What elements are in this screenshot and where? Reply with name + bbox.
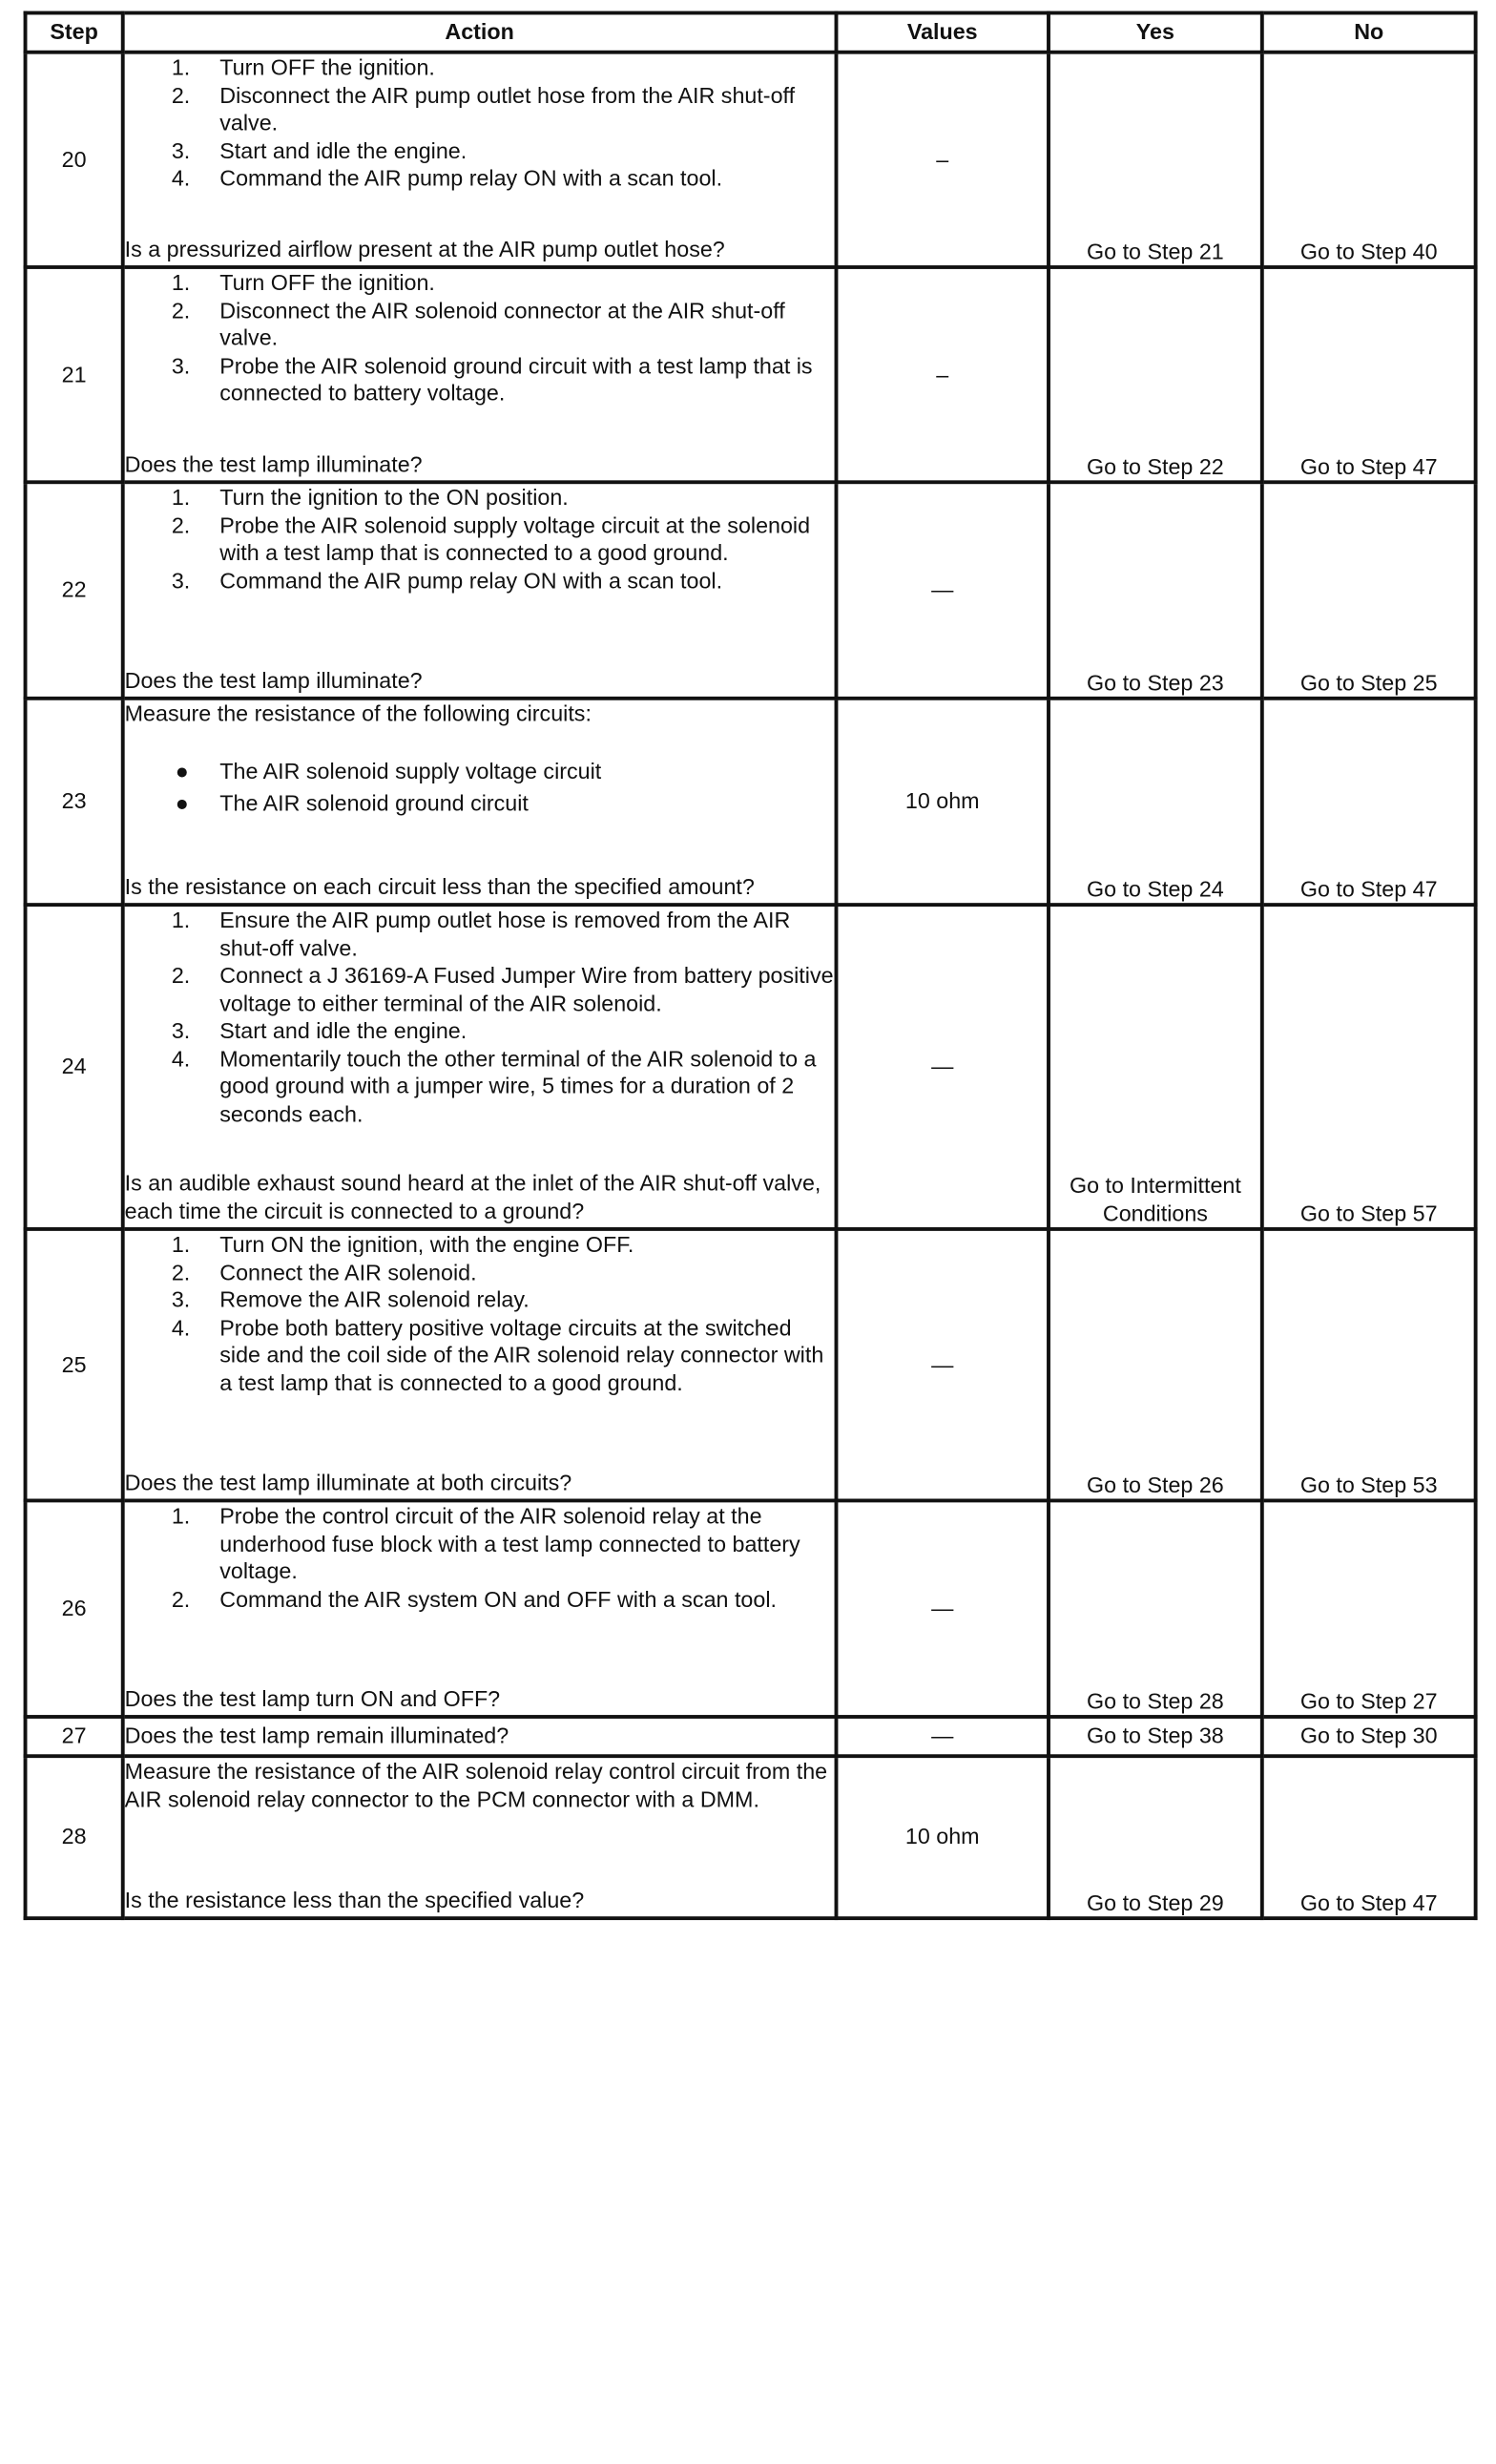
list-item: 2. Probe the AIR solenoid supply voltage circuit at the solenoid with a test lamp that is connected to a good ground. — [171, 512, 811, 566]
header-action: Action — [123, 13, 837, 52]
question: Does the test lamp illuminate? — [124, 451, 423, 476]
table-row — [26, 52, 1476, 267]
list-item: 3. Remove the AIR solenoid relay. — [171, 1287, 530, 1312]
list-item: 4. Command the AIR pump relay ON with a scan tool. — [171, 165, 723, 191]
no-cell: Go to Step 47 — [1262, 1756, 1476, 1918]
value-cell: — — [836, 905, 1049, 1229]
step-number: 21 — [26, 267, 123, 482]
list-item: 2. Disconnect the AIR pump outlet hose from the AIR shut-off valve. — [171, 82, 796, 136]
diagnostic-table — [24, 11, 1478, 1920]
list-item: 1. Probe the control circuit of the AIR solenoid relay at the underhood fuse block with a test lamp connected to battery voltage. — [171, 1503, 800, 1584]
no-cell: Go to Step 53 — [1262, 1229, 1476, 1500]
step-number: 27 — [26, 1717, 123, 1756]
question: Is a pressurized airflow present at the AIR pump outlet hose? — [124, 236, 725, 261]
list-item: 3. Probe the AIR solenoid ground circuit with a test lamp that is connected to battery voltage. — [171, 353, 813, 406]
intro-text: Measure the resistance of the following circuits: — [124, 701, 592, 726]
value-cell: — — [836, 482, 1049, 699]
list-item: 2. Disconnect the AIR solenoid connector at the AIR shut-off valve. — [171, 298, 785, 350]
yes-cell: Go to Step 24 — [1049, 699, 1262, 905]
step-number: 25 — [26, 1229, 123, 1500]
list-item: 1. Ensure the AIR pump outlet hose is removed from the AIR shut-off valve. — [171, 908, 791, 961]
question: Is the resistance on each circuit less than the specified amount? — [124, 873, 755, 899]
header-no: No — [1262, 13, 1476, 52]
step-number: 22 — [26, 482, 123, 699]
step-number: 28 — [26, 1756, 123, 1918]
list-item: 1. Turn OFF the ignition. — [171, 270, 435, 295]
value-cell: – — [836, 267, 1049, 482]
list-item: 1. Turn the ignition to the ON position. — [171, 485, 569, 511]
step-number: 20 — [26, 52, 123, 267]
action-steps — [125, 54, 835, 193]
no-cell: Go to Step 30 — [1262, 1717, 1476, 1756]
question: Does the test lamp turn ON and OFF? — [124, 1685, 501, 1711]
yes-cell: Go to Intermittent Conditions — [1049, 905, 1262, 1229]
action-cell — [123, 1500, 837, 1717]
yes-cell: Go to Step 38 — [1049, 1717, 1262, 1756]
list-item: ● The AIR solenoid supply voltage circuit — [125, 755, 835, 786]
action-cell — [123, 1229, 837, 1500]
step-number: 23 — [26, 699, 123, 905]
table-row — [26, 1229, 1476, 1500]
header-yes: Yes — [1049, 13, 1262, 52]
list-item: 2. Connect a J 36169-A Fused Jumper Wire from battery positive voltage to either terminal of the AIR solenoid. — [171, 963, 834, 1015]
action-cell — [123, 267, 837, 482]
list-item: 3. Start and idle the engine. — [171, 1018, 468, 1043]
table-row — [26, 1756, 1476, 1918]
list-item: 4. Momentarily touch the other terminal of the AIR solenoid to a good ground with a jumper wire, 5 times for a duration of 2 seconds each. — [171, 1046, 817, 1126]
no-cell: Go to Step 47 — [1262, 267, 1476, 482]
circuit-list — [125, 755, 835, 819]
action-steps — [125, 1231, 835, 1397]
table-row — [26, 1500, 1476, 1717]
question: Does the test lamp remain illuminated? — [124, 1723, 509, 1749]
yes-cell: Go to Step 22 — [1049, 267, 1262, 482]
yes-cell: Go to Step 28 — [1049, 1500, 1262, 1717]
no-cell: Go to Step 27 — [1262, 1500, 1476, 1717]
header-row — [26, 13, 1476, 52]
action-cell — [123, 699, 837, 905]
action-steps — [125, 907, 835, 1128]
yes-cell: Go to Step 21 — [1049, 52, 1262, 267]
table-row — [26, 267, 1476, 482]
table-row — [26, 905, 1476, 1229]
no-cell: Go to Step 25 — [1262, 482, 1476, 699]
list-item: 2. Command the AIR system ON and OFF with a scan tool. — [171, 1586, 777, 1612]
bullet-icon: ● — [175, 758, 189, 783]
no-cell: Go to Step 57 — [1262, 905, 1476, 1229]
value-cell: 10 ohm — [836, 1756, 1049, 1918]
value-cell: — — [836, 1229, 1049, 1500]
value-cell: 10 ohm — [836, 699, 1049, 905]
action-cell — [123, 1717, 837, 1756]
table-row — [26, 1717, 1476, 1756]
list-item: 1. Turn OFF the ignition. — [171, 54, 435, 80]
question: Is the resistance less than the specified value? — [124, 1887, 585, 1912]
action-cell — [123, 52, 837, 267]
header-step: Step — [26, 13, 123, 52]
action-cell — [123, 482, 837, 699]
value-cell: — — [836, 1717, 1049, 1756]
value-cell: — — [836, 1500, 1049, 1717]
table-row — [26, 699, 1476, 905]
bullet-icon: ● — [175, 790, 189, 816]
no-cell: Go to Step 40 — [1262, 52, 1476, 267]
intro-text: Measure the resistance of the AIR solenoid relay control circuit from the AIR solenoid relay connector to the PCM connector with a DMM. — [124, 1759, 828, 1812]
yes-cell: Go to Step 23 — [1049, 482, 1262, 699]
step-number: 24 — [26, 905, 123, 1229]
list-item: 2. Connect the AIR solenoid. — [171, 1260, 477, 1284]
action-steps — [125, 269, 835, 407]
question: Does the test lamp illuminate at both circuits? — [124, 1470, 572, 1495]
value-cell: – — [836, 52, 1049, 267]
header-values: Values — [836, 13, 1049, 52]
yes-cell: Go to Step 29 — [1049, 1756, 1262, 1918]
action-steps — [125, 1502, 835, 1613]
list-item: 1. Turn ON the ignition, with the engine OFF. — [171, 1232, 634, 1257]
step-number: 26 — [26, 1500, 123, 1717]
table-row — [26, 482, 1476, 699]
yes-cell: Go to Step 26 — [1049, 1229, 1262, 1500]
list-item: 3. Command the AIR pump relay ON with a scan tool. — [171, 568, 723, 594]
list-item: 4. Probe both battery positive voltage circuits at the switched side and the coil side of the AIR solenoid relay connector with a test lamp that is connected to a good ground. — [171, 1315, 824, 1395]
question: Is an audible exhaust sound heard at the inlet of the AIR shut-off valve, each time the circuit is connected to a ground? — [124, 1170, 821, 1223]
list-item: ● The AIR solenoid ground circuit — [125, 787, 835, 819]
list-item: 3. Start and idle the engine. — [171, 137, 468, 163]
action-cell — [123, 905, 837, 1229]
question: Does the test lamp illuminate? — [124, 667, 423, 693]
action-steps — [125, 484, 835, 595]
action-cell — [123, 1756, 837, 1918]
no-cell: Go to Step 47 — [1262, 699, 1476, 905]
